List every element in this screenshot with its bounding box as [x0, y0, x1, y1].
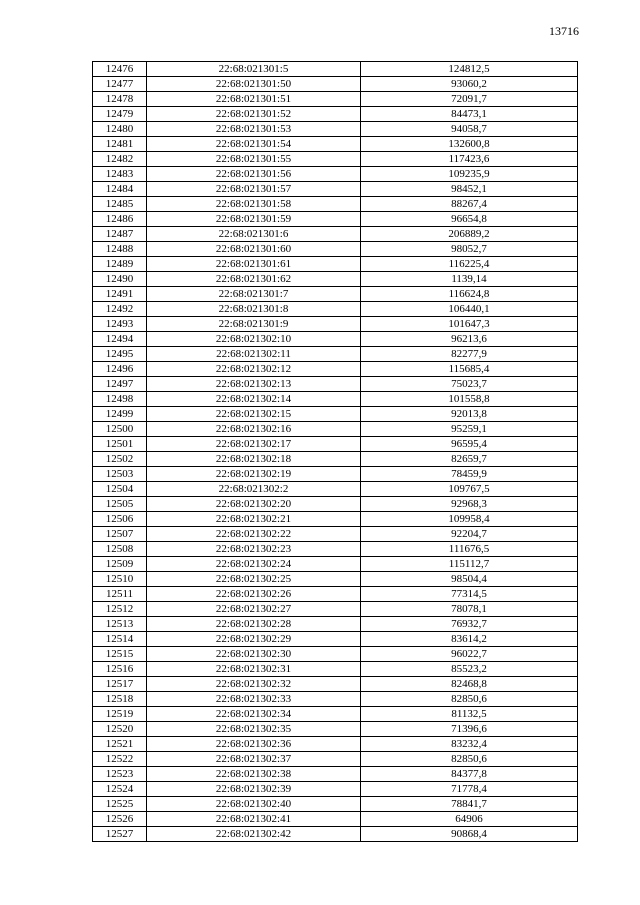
cadastral-number-cell: 22:68:021302:42 [147, 827, 361, 842]
table-row [93, 482, 578, 497]
row-number-cell: 12492 [93, 302, 147, 317]
cadastral-number-cell: 22:68:021301:50 [147, 77, 361, 92]
row-number-cell: 12499 [93, 407, 147, 422]
cadastral-number-cell: 22:68:021301:8 [147, 302, 361, 317]
row-number-cell: 12525 [93, 797, 147, 812]
value-cell: 96654,8 [361, 212, 578, 227]
cadastral-number-cell: 22:68:021302:35 [147, 722, 361, 737]
value-cell: 76932,7 [361, 617, 578, 632]
table-row [93, 122, 578, 137]
cadastral-number-cell: 22:68:021302:36 [147, 737, 361, 752]
table-row [93, 302, 578, 317]
value-cell: 82850,6 [361, 752, 578, 767]
row-number-cell: 12509 [93, 557, 147, 572]
row-number-cell: 12515 [93, 647, 147, 662]
cadastral-number-cell: 22:68:021302:40 [147, 797, 361, 812]
value-cell: 82277,9 [361, 347, 578, 362]
value-cell: 88267,4 [361, 197, 578, 212]
table-row [93, 827, 578, 842]
table-row [93, 527, 578, 542]
value-cell: 71778,4 [361, 782, 578, 797]
cadastral-number-cell: 22:68:021302:15 [147, 407, 361, 422]
table-row [93, 752, 578, 767]
table-row [93, 167, 578, 182]
cadastral-number-cell: 22:68:021302:21 [147, 512, 361, 527]
table-row [93, 782, 578, 797]
table-row [93, 722, 578, 737]
table-row [93, 617, 578, 632]
row-number-cell: 12503 [93, 467, 147, 482]
table-row [93, 437, 578, 452]
cadastral-number-cell: 22:68:021301:55 [147, 152, 361, 167]
value-cell: 78459,9 [361, 467, 578, 482]
row-number-cell: 12501 [93, 437, 147, 452]
cadastral-number-cell: 22:68:021302:28 [147, 617, 361, 632]
value-cell: 96022,7 [361, 647, 578, 662]
row-number-cell: 12522 [93, 752, 147, 767]
table-row [93, 272, 578, 287]
cadastral-number-cell: 22:68:021302:27 [147, 602, 361, 617]
row-number-cell: 12502 [93, 452, 147, 467]
cadastral-number-cell: 22:68:021302:30 [147, 647, 361, 662]
cadastral-number-cell: 22:68:021302:34 [147, 707, 361, 722]
cadastral-number-cell: 22:68:021302:24 [147, 557, 361, 572]
value-cell: 82659,7 [361, 452, 578, 467]
value-cell: 96595,4 [361, 437, 578, 452]
value-cell: 1139,14 [361, 272, 578, 287]
cadastral-number-cell: 22:68:021301:54 [147, 137, 361, 152]
table-row [93, 152, 578, 167]
cadastral-number-cell: 22:68:021301:7 [147, 287, 361, 302]
row-number-cell: 12506 [93, 512, 147, 527]
cadastral-number-cell: 22:68:021302:18 [147, 452, 361, 467]
row-number-cell: 12513 [93, 617, 147, 632]
table-row [93, 92, 578, 107]
cadastral-number-cell: 22:68:021302:29 [147, 632, 361, 647]
row-number-cell: 12480 [93, 122, 147, 137]
value-cell: 98452,1 [361, 182, 578, 197]
table-row [93, 227, 578, 242]
value-cell: 95259,1 [361, 422, 578, 437]
value-cell: 78841,7 [361, 797, 578, 812]
table-row [93, 692, 578, 707]
row-number-cell: 12507 [93, 527, 147, 542]
cadastral-number-cell: 22:68:021302:33 [147, 692, 361, 707]
cadastral-number-cell: 22:68:021302:10 [147, 332, 361, 347]
value-cell: 96213,6 [361, 332, 578, 347]
row-number-cell: 12476 [93, 62, 147, 77]
value-cell: 101647,3 [361, 317, 578, 332]
table-row [93, 497, 578, 512]
row-number-cell: 12526 [93, 812, 147, 827]
table-body [93, 62, 578, 842]
row-number-cell: 12486 [93, 212, 147, 227]
table-row [93, 107, 578, 122]
cadastral-number-cell: 22:68:021301:5 [147, 62, 361, 77]
table-row [93, 767, 578, 782]
row-number-cell: 12493 [93, 317, 147, 332]
row-number-cell: 12519 [93, 707, 147, 722]
cadastral-number-cell: 22:68:021301:59 [147, 212, 361, 227]
row-number-cell: 12483 [93, 167, 147, 182]
table-row [93, 662, 578, 677]
cadastral-number-cell: 22:68:021302:11 [147, 347, 361, 362]
row-number-cell: 12500 [93, 422, 147, 437]
table-row [93, 182, 578, 197]
cadastral-number-cell: 22:68:021301:62 [147, 272, 361, 287]
value-cell: 206889,2 [361, 227, 578, 242]
cadastral-number-cell: 22:68:021302:37 [147, 752, 361, 767]
row-number-cell: 12490 [93, 272, 147, 287]
table-row [93, 632, 578, 647]
table-row [93, 557, 578, 572]
cadastral-number-cell: 22:68:021302:41 [147, 812, 361, 827]
row-number-cell: 12478 [93, 92, 147, 107]
cadastral-number-cell: 22:68:021302:26 [147, 587, 361, 602]
row-number-cell: 12527 [93, 827, 147, 842]
cadastral-number-cell: 22:68:021302:32 [147, 677, 361, 692]
cadastral-number-cell: 22:68:021301:9 [147, 317, 361, 332]
table-row [93, 512, 578, 527]
table-row [93, 647, 578, 662]
row-number-cell: 12521 [93, 737, 147, 752]
value-cell: 82468,8 [361, 677, 578, 692]
table-row [93, 62, 578, 77]
cadastral-number-cell: 22:68:021302:16 [147, 422, 361, 437]
cadastral-number-cell: 22:68:021302:20 [147, 497, 361, 512]
cadastral-number-cell: 22:68:021301:61 [147, 257, 361, 272]
value-cell: 111676,5 [361, 542, 578, 557]
value-cell: 71396,6 [361, 722, 578, 737]
row-number-cell: 12482 [93, 152, 147, 167]
table-row [93, 197, 578, 212]
value-cell: 72091,7 [361, 92, 578, 107]
value-cell: 77314,5 [361, 587, 578, 602]
table-row [93, 257, 578, 272]
table-row [93, 392, 578, 407]
cadastral-number-cell: 22:68:021302:13 [147, 377, 361, 392]
table-row [93, 602, 578, 617]
cadastral-number-cell: 22:68:021301:56 [147, 167, 361, 182]
value-cell: 93060,2 [361, 77, 578, 92]
value-cell: 92204,7 [361, 527, 578, 542]
table-row [93, 77, 578, 92]
table-row [93, 542, 578, 557]
value-cell: 116624,8 [361, 287, 578, 302]
row-number-cell: 12489 [93, 257, 147, 272]
row-number-cell: 12512 [93, 602, 147, 617]
row-number-cell: 12523 [93, 767, 147, 782]
row-number-cell: 12496 [93, 362, 147, 377]
value-cell: 115685,4 [361, 362, 578, 377]
table-row [93, 362, 578, 377]
row-number-cell: 12485 [93, 197, 147, 212]
cadastral-number-cell: 22:68:021301:57 [147, 182, 361, 197]
table-row [93, 422, 578, 437]
value-cell: 98504,4 [361, 572, 578, 587]
row-number-cell: 12510 [93, 572, 147, 587]
row-number-cell: 12505 [93, 497, 147, 512]
value-cell: 132600,8 [361, 137, 578, 152]
cadastral-number-cell: 22:68:021302:25 [147, 572, 361, 587]
table-row [93, 737, 578, 752]
table-row [93, 812, 578, 827]
row-number-cell: 12518 [93, 692, 147, 707]
cadastral-number-cell: 22:68:021301:58 [147, 197, 361, 212]
table-row [93, 137, 578, 152]
value-cell: 109958,4 [361, 512, 578, 527]
table-row [93, 677, 578, 692]
value-cell: 83614,2 [361, 632, 578, 647]
table-row [93, 212, 578, 227]
row-number-cell: 12497 [93, 377, 147, 392]
row-number-cell: 12516 [93, 662, 147, 677]
table-row [93, 377, 578, 392]
table-row [93, 467, 578, 482]
cadastral-number-cell: 22:68:021301:6 [147, 227, 361, 242]
table-row [93, 452, 578, 467]
value-cell: 75023,7 [361, 377, 578, 392]
value-cell: 117423,6 [361, 152, 578, 167]
value-cell: 81132,5 [361, 707, 578, 722]
cadastral-value-table [92, 61, 578, 842]
value-cell: 115112,7 [361, 557, 578, 572]
table-row [93, 572, 578, 587]
value-cell: 90868,4 [361, 827, 578, 842]
table-row [93, 587, 578, 602]
page-number: 13716 [549, 24, 579, 38]
value-cell: 64906 [361, 812, 578, 827]
value-cell: 84377,8 [361, 767, 578, 782]
row-number-cell: 12511 [93, 587, 147, 602]
value-cell: 109235,9 [361, 167, 578, 182]
cadastral-number-cell: 22:68:021301:60 [147, 242, 361, 257]
cadastral-number-cell: 22:68:021301:51 [147, 92, 361, 107]
cadastral-number-cell: 22:68:021301:52 [147, 107, 361, 122]
row-number-cell: 12491 [93, 287, 147, 302]
value-cell: 92013,8 [361, 407, 578, 422]
value-cell: 101558,8 [361, 392, 578, 407]
row-number-cell: 12524 [93, 782, 147, 797]
row-number-cell: 12481 [93, 137, 147, 152]
value-cell: 84473,1 [361, 107, 578, 122]
row-number-cell: 12514 [93, 632, 147, 647]
row-number-cell: 12494 [93, 332, 147, 347]
cadastral-number-cell: 22:68:021302:38 [147, 767, 361, 782]
row-number-cell: 12517 [93, 677, 147, 692]
row-number-cell: 12487 [93, 227, 147, 242]
row-number-cell: 12488 [93, 242, 147, 257]
table-row [93, 797, 578, 812]
value-cell: 78078,1 [361, 602, 578, 617]
table-row [93, 707, 578, 722]
value-cell: 82850,6 [361, 692, 578, 707]
value-cell: 85523,2 [361, 662, 578, 677]
value-cell: 116225,4 [361, 257, 578, 272]
row-number-cell: 12498 [93, 392, 147, 407]
row-number-cell: 12477 [93, 77, 147, 92]
value-cell: 92968,3 [361, 497, 578, 512]
table-row [93, 347, 578, 362]
value-cell: 98052,7 [361, 242, 578, 257]
cadastral-number-cell: 22:68:021302:31 [147, 662, 361, 677]
row-number-cell: 12495 [93, 347, 147, 362]
table-row [93, 332, 578, 347]
table-row [93, 287, 578, 302]
cadastral-number-cell: 22:68:021302:2 [147, 482, 361, 497]
row-number-cell: 12484 [93, 182, 147, 197]
cadastral-number-cell: 22:68:021302:39 [147, 782, 361, 797]
cadastral-number-cell: 22:68:021302:23 [147, 542, 361, 557]
table-row [93, 407, 578, 422]
cadastral-number-cell: 22:68:021301:53 [147, 122, 361, 137]
row-number-cell: 12508 [93, 542, 147, 557]
row-number-cell: 12504 [93, 482, 147, 497]
cadastral-number-cell: 22:68:021302:22 [147, 527, 361, 542]
table-row [93, 317, 578, 332]
cadastral-number-cell: 22:68:021302:17 [147, 437, 361, 452]
cadastral-number-cell: 22:68:021302:14 [147, 392, 361, 407]
cadastral-number-cell: 22:68:021302:19 [147, 467, 361, 482]
value-cell: 106440,1 [361, 302, 578, 317]
value-cell: 109767,5 [361, 482, 578, 497]
value-cell: 83232,4 [361, 737, 578, 752]
value-cell: 94058,7 [361, 122, 578, 137]
table-row [93, 242, 578, 257]
cadastral-number-cell: 22:68:021302:12 [147, 362, 361, 377]
row-number-cell: 12520 [93, 722, 147, 737]
value-cell: 124812,5 [361, 62, 578, 77]
row-number-cell: 12479 [93, 107, 147, 122]
